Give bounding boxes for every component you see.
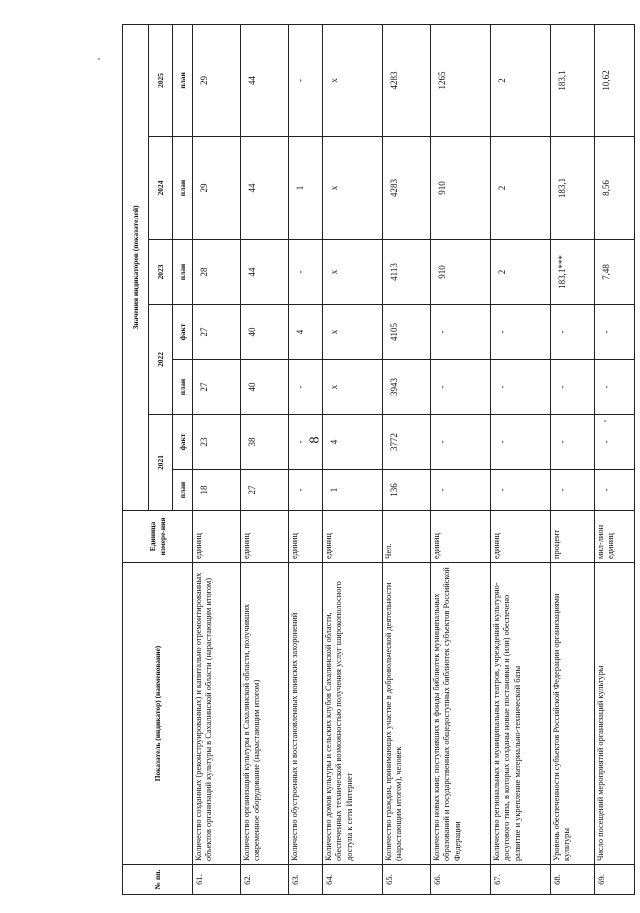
header-plan: план: [173, 470, 193, 511]
row-number: 61.: [193, 865, 241, 895]
value-cell: -: [491, 470, 551, 511]
unit-cell: единиц: [431, 511, 491, 563]
value-cell: -: [551, 305, 595, 360]
row-number: 69.: [595, 865, 635, 895]
value-cell: 29: [193, 24, 241, 136]
value-cell: х: [323, 240, 383, 305]
value-cell: 28: [193, 240, 241, 305]
unit-cell: единиц: [289, 511, 323, 563]
unit-cell: единиц: [193, 511, 241, 563]
value-cell: 1: [289, 137, 323, 240]
value-cell: -: [431, 470, 491, 511]
header-plan: план: [173, 240, 193, 305]
value-cell: 183,1***: [551, 240, 595, 305]
unit-cell: единиц: [491, 511, 551, 563]
value-cell: -: [551, 360, 595, 415]
table-row: [431, 24, 491, 894]
value-cell: -: [595, 470, 635, 511]
value-cell: х: [323, 137, 383, 240]
value-cell: 1265: [431, 24, 491, 136]
value-cell: 4113: [383, 240, 431, 305]
row-number: 66.: [431, 865, 491, 895]
row-number: 63.: [289, 865, 323, 895]
table-row: [241, 24, 289, 894]
header-num: № пп.: [123, 865, 193, 895]
value-cell: 27: [193, 305, 241, 360]
value-cell: 910: [431, 137, 491, 240]
scan-speck: [98, 58, 100, 60]
table-row: [323, 24, 383, 894]
value-cell: 3943: [383, 360, 431, 415]
value-cell: -: [289, 470, 323, 511]
value-cell: 44: [241, 137, 289, 240]
value-cell: 27: [193, 360, 241, 415]
value-cell: -: [595, 305, 635, 360]
row-number: 67.: [491, 865, 551, 895]
table-row: [193, 24, 241, 894]
indicator-name: Количество обустроенных и восстановленных воинских захоронений: [289, 563, 323, 865]
scan-speck: [604, 420, 606, 422]
header-indicator: Показатель (индикатор) (наименование): [123, 563, 193, 865]
value-cell: 4105: [383, 305, 431, 360]
value-cell: 1: [323, 470, 383, 511]
value-cell: 29: [193, 137, 241, 240]
value-cell: 40: [241, 360, 289, 415]
value-cell: 18: [193, 470, 241, 511]
header-year-2021: 2021: [149, 415, 173, 511]
page-number: 8: [307, 436, 323, 444]
value-cell: -: [431, 305, 491, 360]
indicator-name: Число посещений мероприятий организаций культуры: [595, 563, 635, 865]
indicator-name: Количество региональных и муниципальных театров, учреждений культурно-досугового типа, в которых созданы новые постановки и (или) обеспечено развитие и укрепление материально-технической базы: [491, 563, 551, 865]
value-cell: -: [595, 415, 635, 470]
value-cell: 4: [289, 305, 323, 360]
value-cell: 183,1: [551, 137, 595, 240]
value-cell: 44: [241, 240, 289, 305]
unit-cell: Чел.: [383, 511, 431, 563]
header-values-group: Значения индикаторов (показателей): [123, 24, 149, 510]
value-cell: 8,56: [595, 137, 635, 240]
unit-cell: единиц: [241, 511, 289, 563]
table-row: [383, 24, 431, 894]
value-cell: х: [323, 305, 383, 360]
table-row: [491, 24, 551, 894]
row-number: 64.: [323, 865, 383, 895]
value-cell: 40: [241, 305, 289, 360]
indicator-name: Количество организаций культуры в Сахалинской области, получивших современное оборудование (нарастающим итогом): [241, 563, 289, 865]
value-cell: 183,1: [551, 24, 595, 136]
header-year-2024: 2024: [149, 137, 173, 240]
value-cell: 2: [491, 137, 551, 240]
value-cell: -: [289, 24, 323, 136]
indicator-name: Количество граждан, принимающих участие в добровольческой деятельности (нарастающим итогом), человек: [383, 563, 431, 865]
value-cell: 2: [491, 240, 551, 305]
value-cell: х: [323, 24, 383, 136]
indicator-name: Количество домов культуры и сельских клубов Сахалинской области, обеспеченных технической возможностью получения услуг широкополосного доступа к сети Интернет: [323, 563, 383, 865]
value-cell: -: [289, 415, 323, 470]
rotated-table-container: [122, 25, 630, 895]
value-cell: -: [289, 240, 323, 305]
header-plan: план: [173, 24, 193, 136]
value-cell: -: [431, 415, 491, 470]
row-number: 68.: [551, 865, 595, 895]
value-cell: 2: [491, 24, 551, 136]
indicator-name: Уровень обеспеченности субъектов Российской Федерации организациями культуры: [551, 563, 595, 865]
table-row: [551, 24, 595, 894]
value-cell: -: [551, 470, 595, 511]
value-cell: -: [491, 415, 551, 470]
value-cell: х: [323, 360, 383, 415]
value-cell: 23: [193, 415, 241, 470]
header-fact: факт: [173, 415, 193, 470]
value-cell: 44: [241, 24, 289, 136]
table-row: [289, 24, 323, 894]
header-fact: факт: [173, 305, 193, 360]
indicators-table: [122, 24, 635, 895]
indicator-name: Количество новых книг, поступивших в фонды библиотек муниципальных образований и государственных общедоступных библиотек субъектов Российской Федерации: [431, 563, 491, 865]
value-cell: 4283: [383, 24, 431, 136]
value-cell: 7,48: [595, 240, 635, 305]
value-cell: 4283: [383, 137, 431, 240]
row-number: 65.: [383, 865, 431, 895]
value-cell: -: [431, 360, 491, 415]
header-plan: план: [173, 137, 193, 240]
value-cell: 910: [431, 240, 491, 305]
unit-cell: процент: [551, 511, 595, 563]
value-cell: -: [491, 305, 551, 360]
value-cell: -: [289, 360, 323, 415]
value-cell: 27: [241, 470, 289, 511]
header-year-2022: 2022: [149, 305, 173, 415]
value-cell: 136: [383, 470, 431, 511]
value-cell: -: [491, 360, 551, 415]
value-cell: 38: [241, 415, 289, 470]
value-cell: 4: [323, 415, 383, 470]
row-number: 62.: [241, 865, 289, 895]
header-unit: Единица измере-ния: [123, 511, 193, 563]
header-plan: план: [173, 360, 193, 415]
unit-cell: единиц: [323, 511, 383, 563]
table-row: [595, 24, 635, 894]
value-cell: -: [551, 415, 595, 470]
value-cell: -: [595, 360, 635, 415]
value-cell: 10,62: [595, 24, 635, 136]
header-year-2023: 2023: [149, 240, 173, 305]
header-year-2025: 2025: [149, 24, 173, 136]
unit-cell: мил-лион единиц: [595, 511, 635, 563]
indicator-name: Количество созданных (реконструированных) и капитально отремонтированных объектов организаций культуры в Сахалинской области (нарастающим итогом): [193, 563, 241, 865]
value-cell: 3772: [383, 415, 431, 470]
